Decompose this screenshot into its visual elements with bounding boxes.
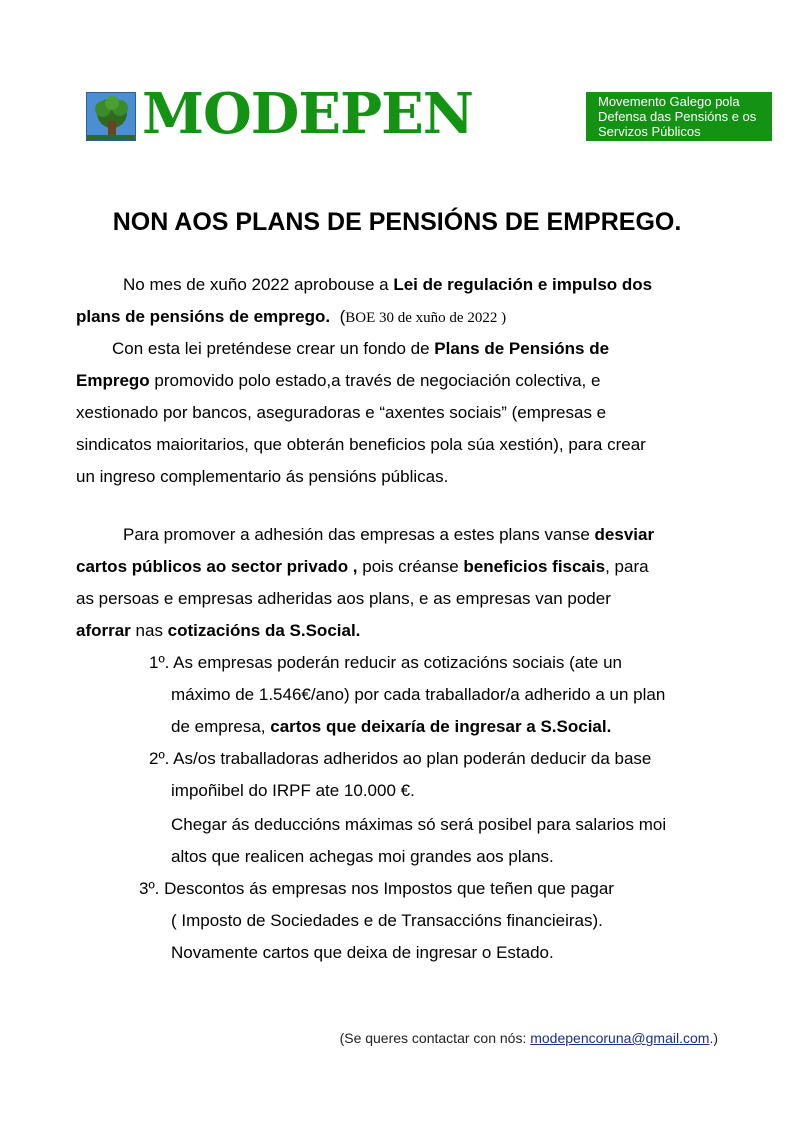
list-item-line: ( Imposto de Sociedades e de Transaccións financieiras).	[171, 911, 603, 930]
bold-text: plans de pensións de emprego.	[76, 307, 331, 326]
bold-text: cartos que deixaría de ingresar a S.Social.	[270, 717, 612, 736]
contact-footer	[340, 1028, 718, 1048]
list-item-line: 1º. As empresas poderán reducir as cotizacións sociais (ate un	[149, 653, 623, 672]
footer-text: (Se queres contactar con nós:	[339, 1030, 531, 1046]
list-item-line: máximo de 1.546€/ano) por cada traballador/a adherido a un plan	[171, 685, 666, 704]
bold-text: cartos públicos ao sector privado ,	[76, 557, 358, 576]
bold-text: Lei de regulación e impulso dos	[393, 275, 653, 294]
bold-text: desviar	[594, 525, 655, 544]
boe-reference: BOE 30 de xuño de 2022 )	[345, 310, 507, 326]
list-item-line: 2º. As/os traballadoras adheridos ao plan poderán deducir da base	[149, 749, 652, 768]
text: promovido polo estado,a través de negociación colectiva, e	[149, 371, 601, 390]
paragraph-line	[76, 301, 506, 334]
header	[86, 81, 772, 147]
paragraph-line: sindicatos maioritarios, que obterán beneficios pola súa xestión), para crear	[76, 435, 646, 454]
paragraph-line	[123, 519, 654, 551]
bold-text: beneficios fiscais	[463, 557, 606, 576]
text: Con esta lei preténdese crear un fondo de	[112, 339, 435, 358]
bold-text: Plans de Pensións de	[434, 339, 610, 358]
brand-tagline	[586, 92, 772, 141]
paragraph-line: as persoas e empresas adheridas aos plans, e as empresas van poder	[76, 589, 611, 608]
document-title: NON AOS PLANS DE PENSIÓNS DE EMPREGO.	[112, 208, 682, 236]
brand-name: MODEPEN	[142, 81, 473, 147]
bold-text: Emprego	[76, 371, 150, 390]
text: nas	[130, 621, 168, 640]
paragraph-line	[76, 365, 600, 397]
paragraph-line	[123, 269, 652, 301]
tagline-line: Defensa das Pensións e os	[598, 109, 757, 124]
paragraph-line	[76, 615, 360, 647]
list-item-line: Chegar ás deduccións máximas só será posibel para salarios moi	[171, 815, 667, 834]
paragraph-line: xestionado por bancos, aseguradoras e “axentes sociais” (empresas e	[76, 403, 607, 422]
tree-logo-icon	[86, 92, 136, 141]
email-link[interactable]: modepencoruna@gmail.com	[530, 1030, 710, 1046]
text: , para	[605, 557, 649, 576]
list-item-line: 3º. Descontos ás empresas nos Impostos que teñen que pagar	[139, 879, 614, 898]
text: (	[339, 307, 346, 326]
bold-text: aforrar	[76, 621, 131, 640]
list-item-line: impoñibel do IRPF ate 10.000 €.	[171, 781, 415, 800]
footer-text: .)	[709, 1030, 718, 1046]
list-item-line: Novamente cartos que deixa de ingresar o Estado.	[171, 943, 554, 962]
tagline-line: Servizos Públicos	[598, 124, 701, 139]
tagline-line: Movemento Galego pola	[598, 94, 740, 109]
paragraph-line	[76, 551, 649, 583]
paragraph-line: un ingreso complementario ás pensións públicas.	[76, 467, 449, 486]
paragraph-line	[112, 333, 609, 365]
text: Para promover a adhesión das empresas a estes plans vanse	[123, 525, 595, 544]
text: pois créanse	[357, 557, 464, 576]
text: No mes de xuño 2022 aprobouse a	[123, 275, 394, 294]
text: de empresa,	[171, 717, 271, 736]
bold-text: cotizacións da S.Social.	[167, 621, 361, 640]
list-item-line: altos que realicen achegas moi grandes aos plans.	[171, 847, 554, 866]
list-item-line	[171, 711, 611, 743]
